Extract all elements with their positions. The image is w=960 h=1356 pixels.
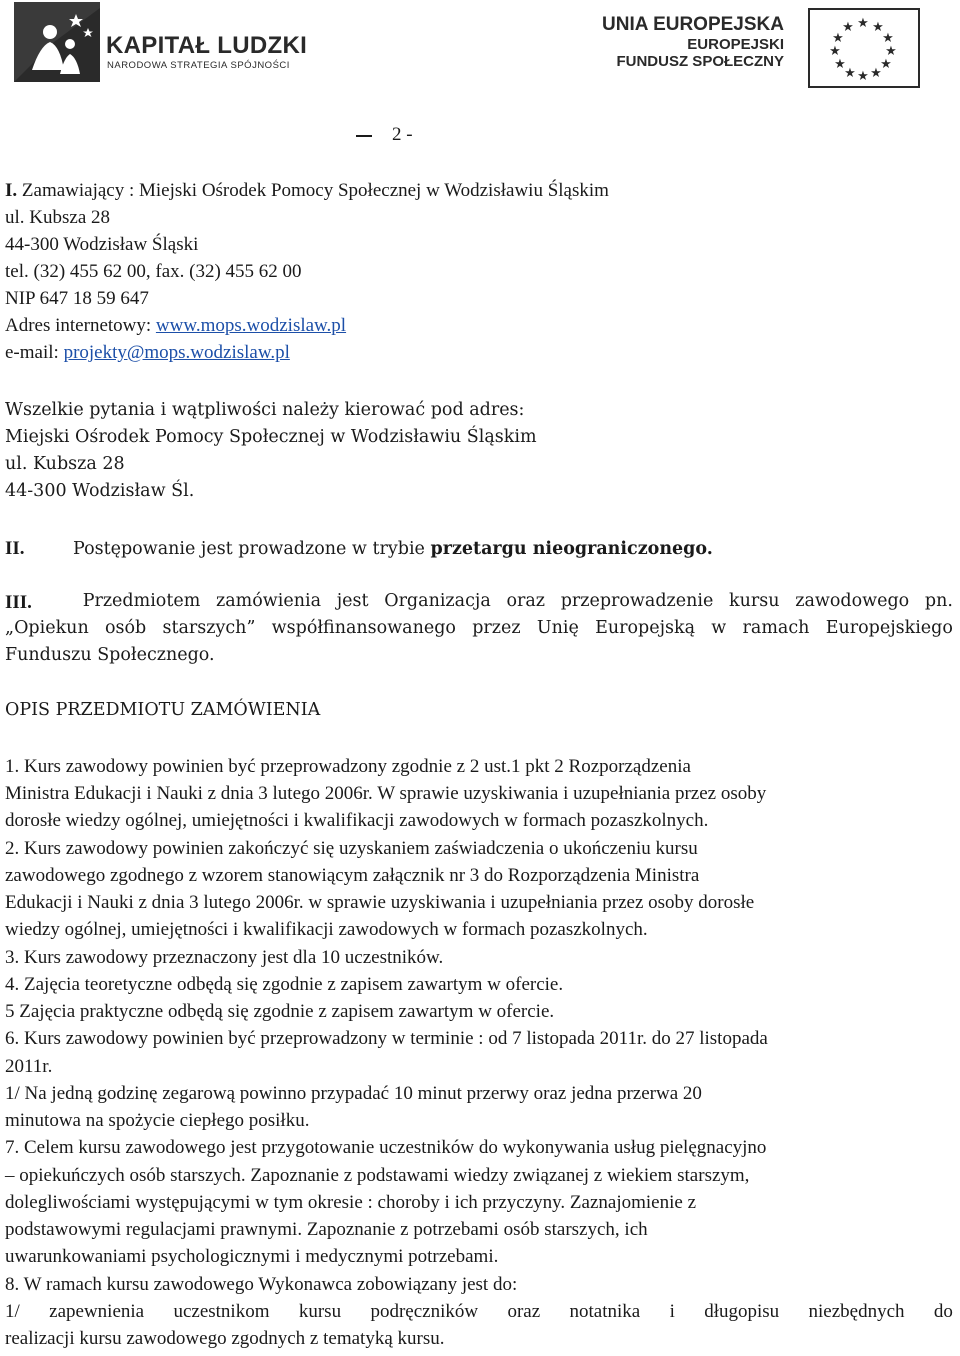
body-line: minutowa na spożycie ciepłego posiłku. — [5, 1110, 310, 1131]
section2-bold-text: przetargu nieograniczonego. — [430, 539, 713, 559]
web-label: Adres internetowy: — [5, 315, 156, 336]
eu-logo-line1: UNIA EUROPEJSKA — [602, 14, 784, 35]
body-line: 8. W ramach kursu zawodowego Wykonawca zobowiązany jest do: — [5, 1274, 518, 1295]
svg-text:★: ★ — [857, 69, 869, 84]
section3-number: III. — [5, 592, 32, 613]
section3-line3: Funduszu Społecznego. — [5, 645, 215, 665]
page-number — [356, 124, 413, 146]
body-line: dorosłe wiedzy ogólnej, umiejętności i kwalifikacji zawodowych w formach pozaszkolnych. — [5, 810, 709, 831]
page-number-text: 2 - — [392, 124, 413, 145]
section1-city: 44-300 Wodzisław Śląski — [5, 234, 199, 255]
svg-text:★: ★ — [857, 16, 869, 31]
svg-text:★: ★ — [880, 57, 892, 72]
body-line: 2011r. — [5, 1056, 53, 1077]
section2-text: Postępowanie jest prowadzone w trybie — [73, 539, 431, 559]
kapital-ludzki-subtitle: NARODOWA STRATEGIA SPÓJNOŚCI — [107, 60, 290, 71]
contact-line4: 44-300 Wodzisław Śl. — [5, 481, 195, 501]
section3-word: starszych” — [162, 618, 256, 638]
kapital-ludzki-logo — [14, 2, 314, 82]
last-line1-words — [5, 1302, 953, 1321]
svg-text:★: ★ — [832, 31, 844, 46]
last-line2: realizacji kursu zawodowego zgodnych z tematyką kursu. — [5, 1328, 445, 1349]
svg-text:★: ★ — [872, 20, 884, 35]
section3-word: w — [711, 618, 727, 638]
email-label: e-mail: — [5, 342, 64, 363]
kapital-ludzki-title: KAPITAŁ LUDZKI — [106, 32, 308, 59]
last-word: niezbędnych — [808, 1301, 905, 1322]
section1-phone: tel. (32) 455 62 00, fax. (32) 455 62 00 — [5, 261, 302, 282]
last-word: 1/ — [5, 1301, 20, 1322]
section3-word: współfinansowanego — [271, 618, 456, 638]
section1-email — [5, 343, 290, 362]
section3-word: osób — [104, 618, 147, 638]
section3-word: zawodowego — [795, 591, 910, 611]
svg-text:★: ★ — [844, 66, 856, 81]
section1-nip: NIP 647 18 59 647 — [5, 288, 149, 309]
section3-line2-words — [5, 620, 953, 638]
body-line: 1. Kurs zawodowy powinien być przeprowadzony zgodnie z 2 ust.1 pkt 2 Rozporządzenia — [5, 756, 691, 777]
section3-word: Europejskiego — [825, 618, 953, 638]
body-line: 5 Zajęcia praktyczne odbędą się zgodnie z zapisem zawartym w ofercie. — [5, 1001, 555, 1022]
eu-stars-flag-icon — [808, 8, 920, 88]
opis-heading: OPIS PRZEDMIOTU ZAMÓWIENIA — [5, 700, 321, 720]
section1-web — [5, 316, 346, 335]
eu-logo-line3: FUNDUSZ SPOŁECZNY — [616, 53, 784, 70]
body-line: 3. Kurs zawodowy przeznaczony jest dla 10 uczestników. — [5, 947, 444, 968]
svg-text:★: ★ — [885, 44, 897, 59]
contact-line1: Wszelkie pytania i wątpliwości należy kierować pod adres: — [5, 400, 525, 420]
eu-logo-line2: EUROPEJSKI — [687, 36, 784, 53]
body-line: uwarunkowaniami psychologicznymi i medycznymi potrzebami. — [5, 1246, 499, 1267]
kapital-ludzki-emblem-icon — [14, 2, 100, 82]
page-number-dash — [356, 135, 372, 137]
body-line: zawodowego zgodnego z wzorem stanowiącym załącznik nr 3 do Rozporządzenia Ministra — [5, 865, 700, 886]
svg-text:★: ★ — [842, 20, 854, 35]
section3-word: kursu — [729, 591, 780, 611]
body-line: dolegliwościami występującymi w tym okresie : choroby i ich przyczyny. Zaznajomienie z — [5, 1192, 697, 1213]
body-line: wiedzy ogólnej, umiejętności i kwalifikacji zawodowych w formach pozaszkolnych. — [5, 919, 648, 940]
contact-line3: ul. Kubsza 28 — [5, 454, 125, 474]
section3-word: jest — [336, 591, 369, 611]
section3-word: Europejską — [595, 618, 696, 638]
section3-word: Unię — [536, 618, 579, 638]
section2-number: II. — [5, 538, 25, 559]
section2 — [5, 539, 713, 559]
last-word: uczestnikom — [173, 1301, 270, 1322]
body-line: 6. Kurs zawodowy powinien być przeprowadzony w terminie : od 7 listopada 2011r. do 27 listopada — [5, 1028, 768, 1049]
body-line: podstawowymi regulacjami prawnymi. Zapoznanie z potrzebami osób starszych, ich — [5, 1219, 648, 1240]
section3-word: pn. — [924, 591, 953, 611]
section3-word: Organizacja — [384, 591, 491, 611]
body-line: 7. Celem kursu zawodowego jest przygotowanie uczestników do wykonywania usług pielęgnacyjno — [5, 1137, 767, 1158]
body-line: Ministra Edukacji i Nauki z dnia 3 lutego 2006r. W sprawie uzyskiwania i uzupełniania przez osoby — [5, 783, 767, 804]
last-word: oraz — [507, 1301, 541, 1322]
section3-word: „Opiekun — [5, 618, 89, 638]
section3-word: zamówienia — [216, 591, 322, 611]
section3-line1 — [5, 593, 953, 612]
last-word: kursu — [298, 1301, 342, 1322]
section3-line2 — [5, 620, 953, 638]
section3-line1-words — [5, 593, 953, 612]
section3-word: przez — [472, 618, 521, 638]
section3-word: oraz — [506, 591, 545, 611]
last-word: podręczników — [370, 1301, 479, 1322]
svg-text:★: ★ — [834, 57, 846, 72]
last-word: do — [933, 1301, 953, 1322]
body-line: – opiekuńczych osób starszych. Zapoznanie z podstawami wiedzy związanej z wiekiem starszym, — [5, 1165, 750, 1186]
last-line1 — [5, 1302, 953, 1321]
section3-word: przeprowadzenie — [560, 591, 714, 611]
last-word: długopisu — [704, 1301, 780, 1322]
section1-heading — [5, 181, 609, 200]
last-word: notatnika — [569, 1301, 641, 1322]
svg-text:★: ★ — [882, 31, 894, 46]
section1-heading-text: Zamawiający : Miejski Ośrodek Pomocy Społecznej w Wodzisławiu Śląskim — [17, 180, 609, 201]
body-line: 4. Zajęcia teoretyczne odbędą się zgodnie z zapisem zawartym w ofercie. — [5, 974, 564, 995]
web-link[interactable]: www.mops.wodzislaw.pl — [155, 315, 347, 336]
email-link[interactable]: projekty@mops.wodzislaw.pl — [63, 342, 290, 363]
section1-number: I. — [5, 180, 18, 201]
svg-text:★: ★ — [870, 66, 882, 81]
last-word: i — [669, 1301, 675, 1322]
section1-street: ul. Kubsza 28 — [5, 207, 111, 228]
eu-efs-logo — [602, 8, 922, 88]
section3-word: ramach — [742, 618, 810, 638]
svg-text:★: ★ — [829, 44, 841, 59]
contact-line2: Miejski Ośrodek Pomocy Społecznej w Wodzisławiu Śląskim — [5, 427, 537, 447]
last-word: zapewnienia — [49, 1301, 145, 1322]
body-line: 1/ Na jedną godzinę zegarową powinno przypadać 10 minut przerwy oraz jedna przerwa 20 — [5, 1083, 702, 1104]
body-line: Edukacji i Nauki z dnia 3 lutego 2006r. w sprawie uzyskiwania i uzupełniania przez osoby dorosłe — [5, 892, 755, 913]
body-line: 2. Kurs zawodowy powinien zakończyć się uzyskaniem zaświadczenia o ukończeniu kursu — [5, 838, 698, 859]
section3-word: Przedmiotem — [82, 591, 201, 611]
